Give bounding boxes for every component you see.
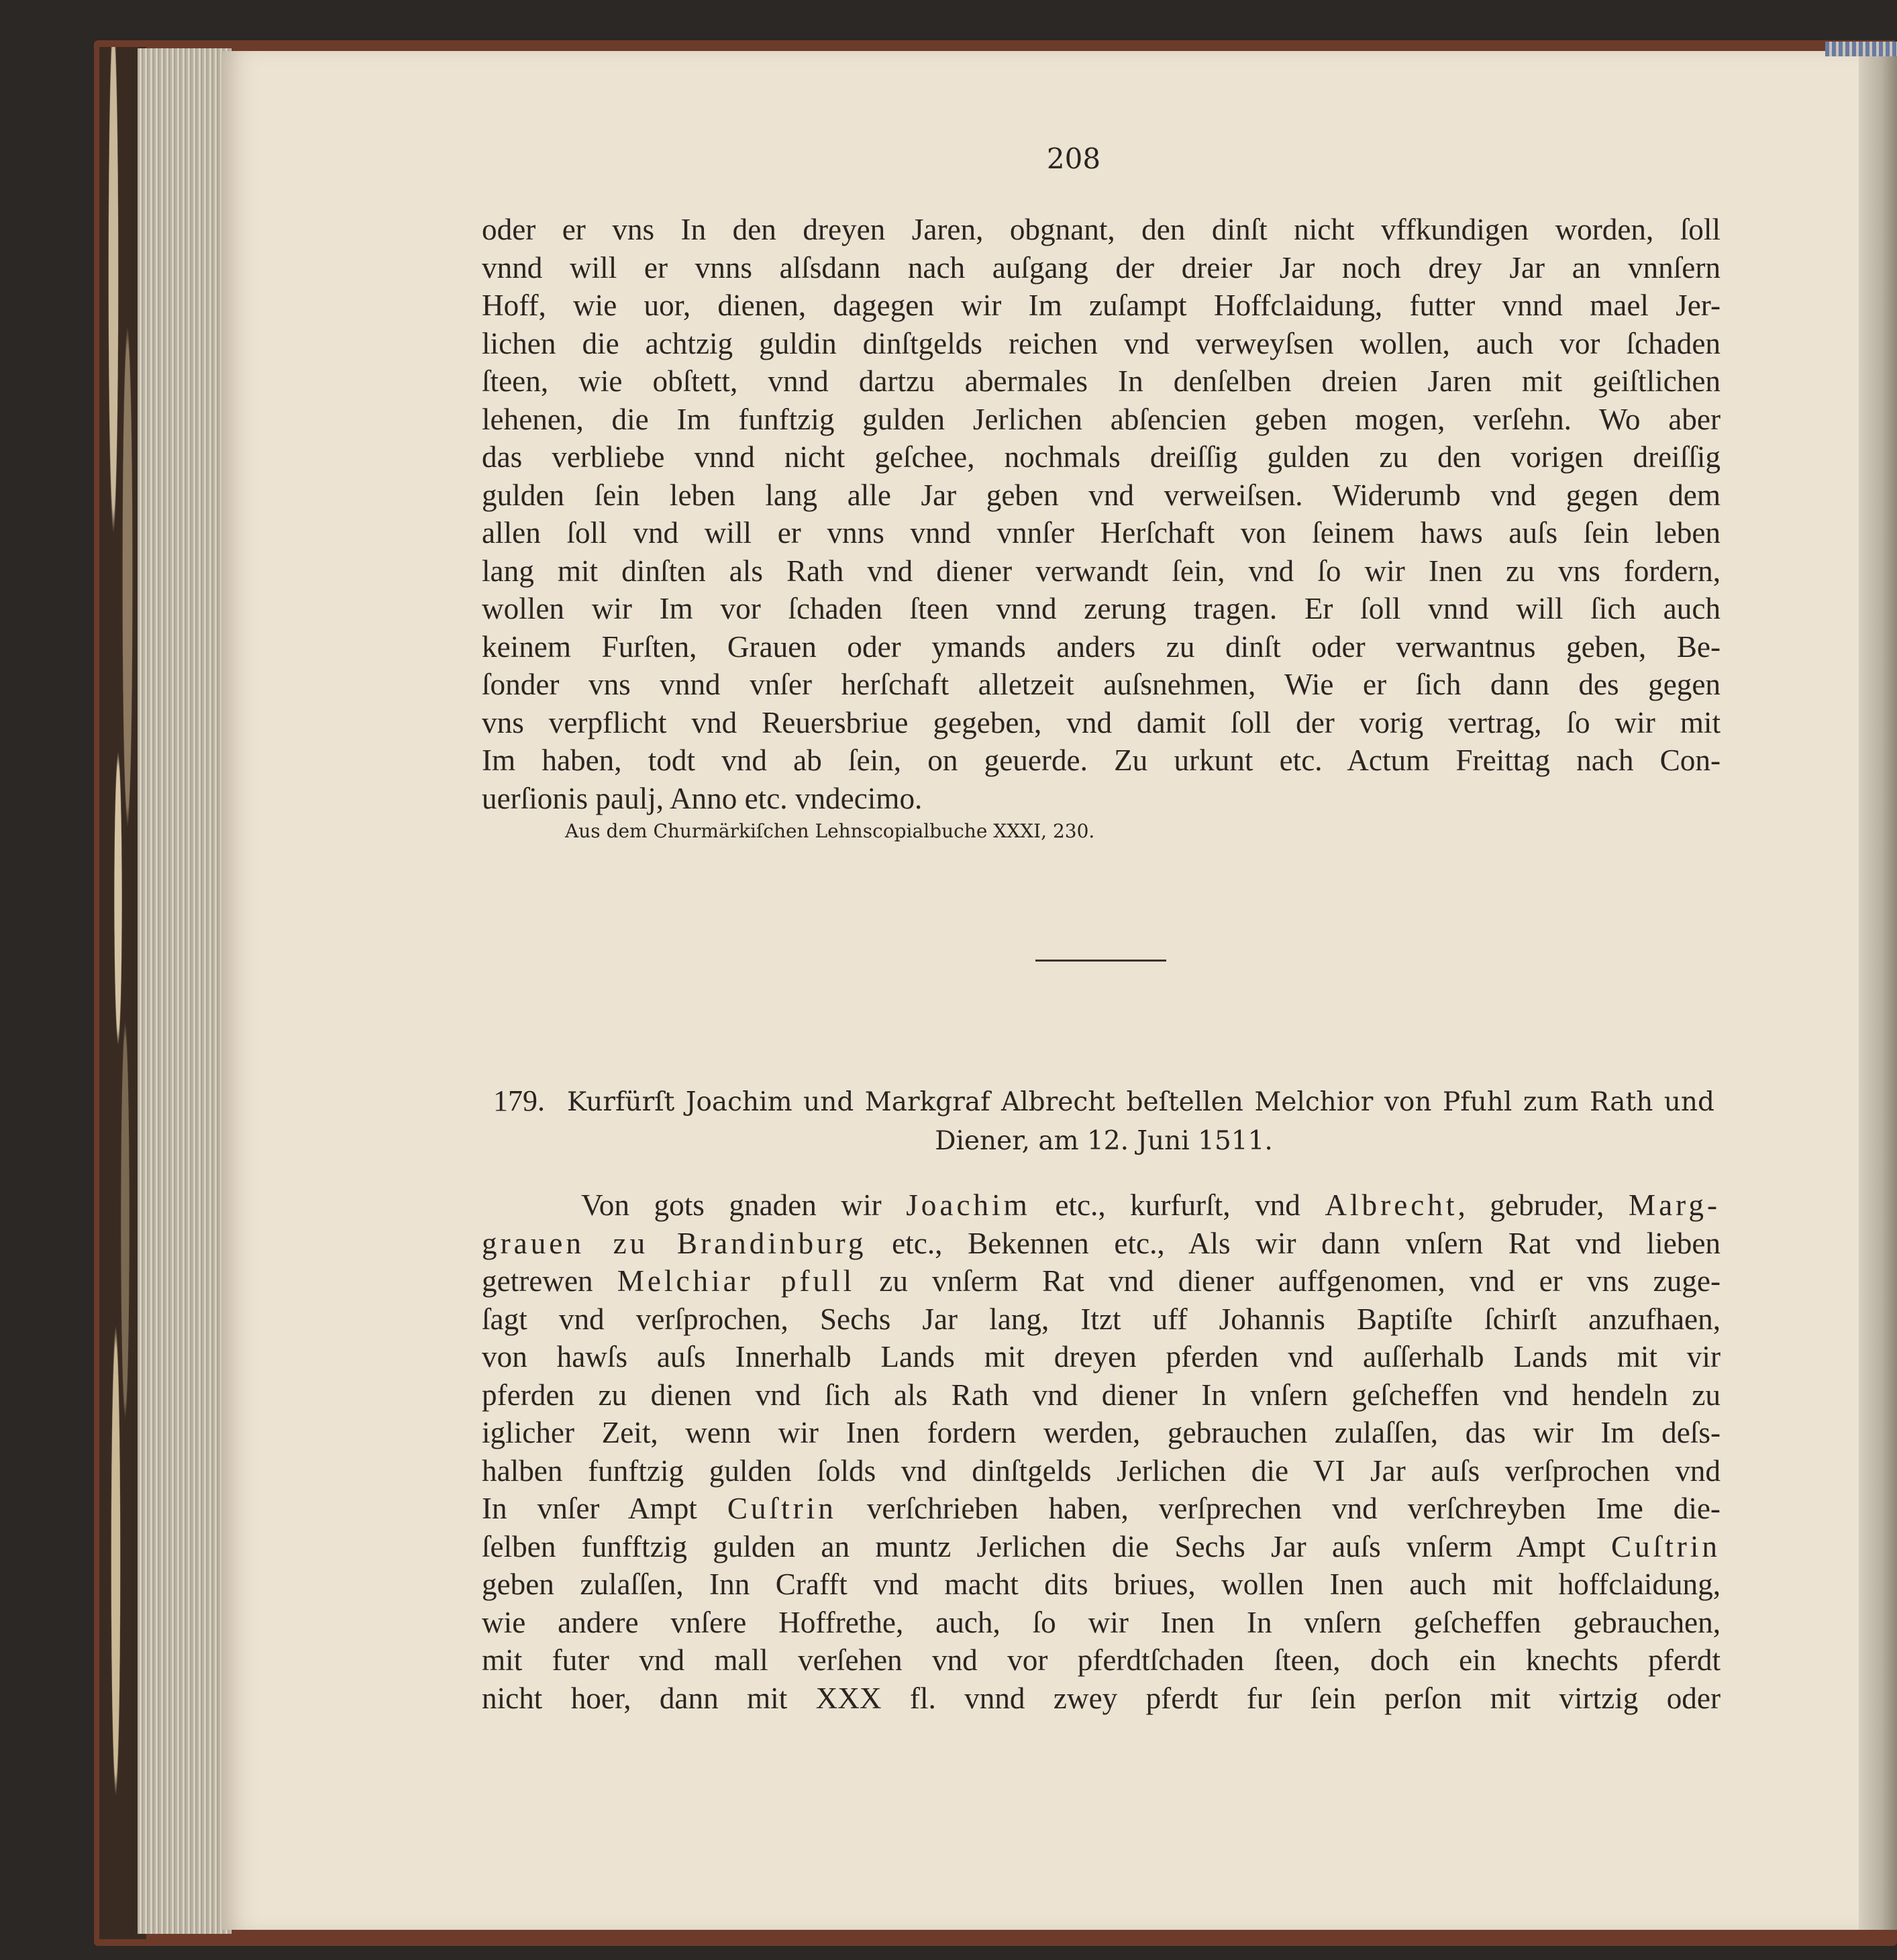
spaced-name: Melchiar pfull	[617, 1264, 856, 1298]
heading-line-1	[493, 1082, 1714, 1122]
text-line: gulden ſein leben lang alle Jar geben vnd verweiſsen. Widerumb vnd gegen dem	[482, 478, 1721, 512]
text-run: etc., kurfurſt, vnd	[1030, 1188, 1325, 1222]
text-line	[482, 1641, 1721, 1680]
text-line: allen ſoll vnd will er vnns vnnd vnnſer Herſchaft von ſeinem haws auſs ſein leben	[482, 516, 1721, 550]
text-line	[482, 1565, 1721, 1604]
text-run: getrewen	[482, 1264, 617, 1298]
text-run: In vnſer Ampt	[482, 1492, 727, 1525]
text-line: das verbliebe vnnd nicht geſchee, nochmals dreiſſig gulden zu den vorigen dreiſſig	[482, 440, 1721, 474]
text-run: etc., Bekennen etc., Als wir dann vnſern Rat vnd lieben	[866, 1226, 1721, 1260]
text-line	[482, 1300, 1721, 1339]
text-run: geben zulaſſen, Inn Crafft vnd macht dits briues, wollen Inen auch mit hoffclaidung,	[482, 1567, 1721, 1601]
text-line	[482, 1338, 1721, 1376]
document-paragraph-1	[482, 211, 1721, 817]
text-line	[482, 1376, 1721, 1414]
document-number: 179.	[493, 1084, 545, 1117]
text-run: iglicher Zeit, wenn wir Inen fordern werden, gebrauchen zulaſſen, das wir Im deſs-	[482, 1416, 1721, 1449]
spaced-name: grauen zu Brandinburg	[482, 1226, 867, 1260]
text-line: lehenen, die Im funftzig gulden Jerlichen abſencien geben mogen, verſehn. Wo aber	[482, 402, 1721, 436]
text-line	[482, 1452, 1721, 1490]
heading-line-2: Diener, am 12. Juni 1511.	[935, 1126, 1273, 1156]
text-line	[482, 1528, 1721, 1566]
text-run: halben funftzig gulden ſolds vnd dinſtgelds Jerlichen die VI Jar auſs verſprochen vnd	[482, 1453, 1721, 1488]
spaced-name: Cuſtrin	[727, 1492, 837, 1525]
spaced-name: Marg-	[1628, 1188, 1721, 1222]
text-line	[482, 1186, 1721, 1225]
text-line: vns verpflicht vnd Reuersbriue gegeben, vnd damit ſoll der vorig vertrag, ſo wir mit	[482, 705, 1721, 739]
text-run: mit futer vnd mall verſehen vnd vor pferdtſchaden ſteen, doch ein knechts pferdt	[482, 1643, 1721, 1677]
text-run: zu vnſerm Rat vnd diener auffgenomen, vnd er vns zuge-	[855, 1264, 1721, 1298]
document-paragraph-2	[482, 1186, 1721, 1717]
text-line: Im haben, todt vnd ab ſein, on geuerde. Zu urkunt etc. Actum Freittag nach Con-	[482, 743, 1721, 777]
text-line	[482, 1262, 1721, 1300]
page-stack-edge	[138, 48, 232, 1934]
spaced-name: Joachim	[906, 1188, 1031, 1222]
text-run: Von gots gnaden wir	[581, 1188, 907, 1222]
text-line	[482, 1225, 1721, 1263]
text-run: ſelben funfftzig gulden an muntz Jerlichen die Sechs Jar auſs vnſerm Ampt	[482, 1529, 1611, 1563]
source-citation: Aus dem Churmärkiſchen Lehnscopialbuche XXXI, 230.	[565, 820, 1095, 842]
text-line: oder er vns In den dreyen Jaren, obgnant, den dinſt nicht vffkundigen worden, ſoll	[482, 213, 1721, 246]
section-divider	[1035, 960, 1166, 962]
facing-page-edge	[1859, 51, 1897, 1930]
text-run: nicht hoer, dann mit XXX fl. vnnd zwey pferdt fur ſein perſon mit virtzig oder	[482, 1681, 1721, 1715]
text-line: Hoff, wie uor, dienen, dagegen wir Im zuſampt Hoffclaidung, futter vnnd mael Jer-	[482, 289, 1721, 322]
text-line	[482, 1680, 1721, 1718]
text-line: wollen wir Im vor ſchaden ſteen vnnd zerung tragen. Er ſoll vnnd will ſich auch	[482, 592, 1721, 625]
text-line: uerſionis paulj, Anno etc. vndecimo.	[482, 781, 923, 815]
text-line: ſteen, wie obſtett, vnnd dartzu abermales In denſelben dreien Jaren mit geiſtlichen	[482, 364, 1721, 398]
page-number: 208	[1046, 142, 1101, 175]
text-run: pferden zu dienen vnd ſich als Rath vnd diener In vnſern geſcheffen vnd hendeln zu	[482, 1378, 1721, 1412]
text-run: von hawſs auſs Innerhalb Lands mit dreyen pferden vnd auſſerhalb Lands mit vir	[482, 1340, 1721, 1374]
text-line	[482, 1604, 1721, 1642]
text-run: wie andere vnſere Hoffrethe, auch, ſo wir Inen In vnſern geſcheffen gebrauchen,	[482, 1605, 1721, 1639]
text-line: keinem Furſten, Grauen oder ymands anders zu dinſt oder verwantnus geben, Be-	[482, 629, 1721, 664]
text-run: , gebruder,	[1457, 1188, 1629, 1222]
heading-title: Kurfürſt Joachim und Markgraf Albrecht beſtellen Melchior von Pfuhl zum Rath und	[566, 1087, 1714, 1117]
spaced-name: Albrecht	[1325, 1188, 1458, 1222]
text-line: ſonder vns vnnd vnſer herſchaft alletzeit auſsnehmen, Wie er ſich dann des gegen	[482, 668, 1721, 701]
text-line	[482, 1414, 1721, 1452]
text-line	[482, 1490, 1721, 1528]
text-line: vnnd will er vnns alſsdann nach auſgang der dreier Jar noch drey Jar an vnnſern	[482, 250, 1721, 285]
document-heading	[493, 1082, 1714, 1161]
bookmark-ribbon	[1825, 42, 1897, 56]
spaced-name: Cuſtrin	[1610, 1529, 1721, 1563]
text-line: lang mit dinſten als Rath vnd diener verwandt ſein, vnd ſo wir Inen zu vns fordern,	[482, 554, 1721, 588]
text-run: ſagt vnd verſprochen, Sechs Jar lang, Itzt uff Johannis Baptiſte ſchirſt anzufhaen,	[482, 1302, 1721, 1336]
text-line: lichen die achtzig guldin dinſtgelds reichen vnd verweyſsen wollen, auch vor ſchaden	[482, 326, 1721, 360]
text-run: verſchrieben haben, verſprechen vnd verſchreyben Ime die-	[836, 1492, 1721, 1525]
